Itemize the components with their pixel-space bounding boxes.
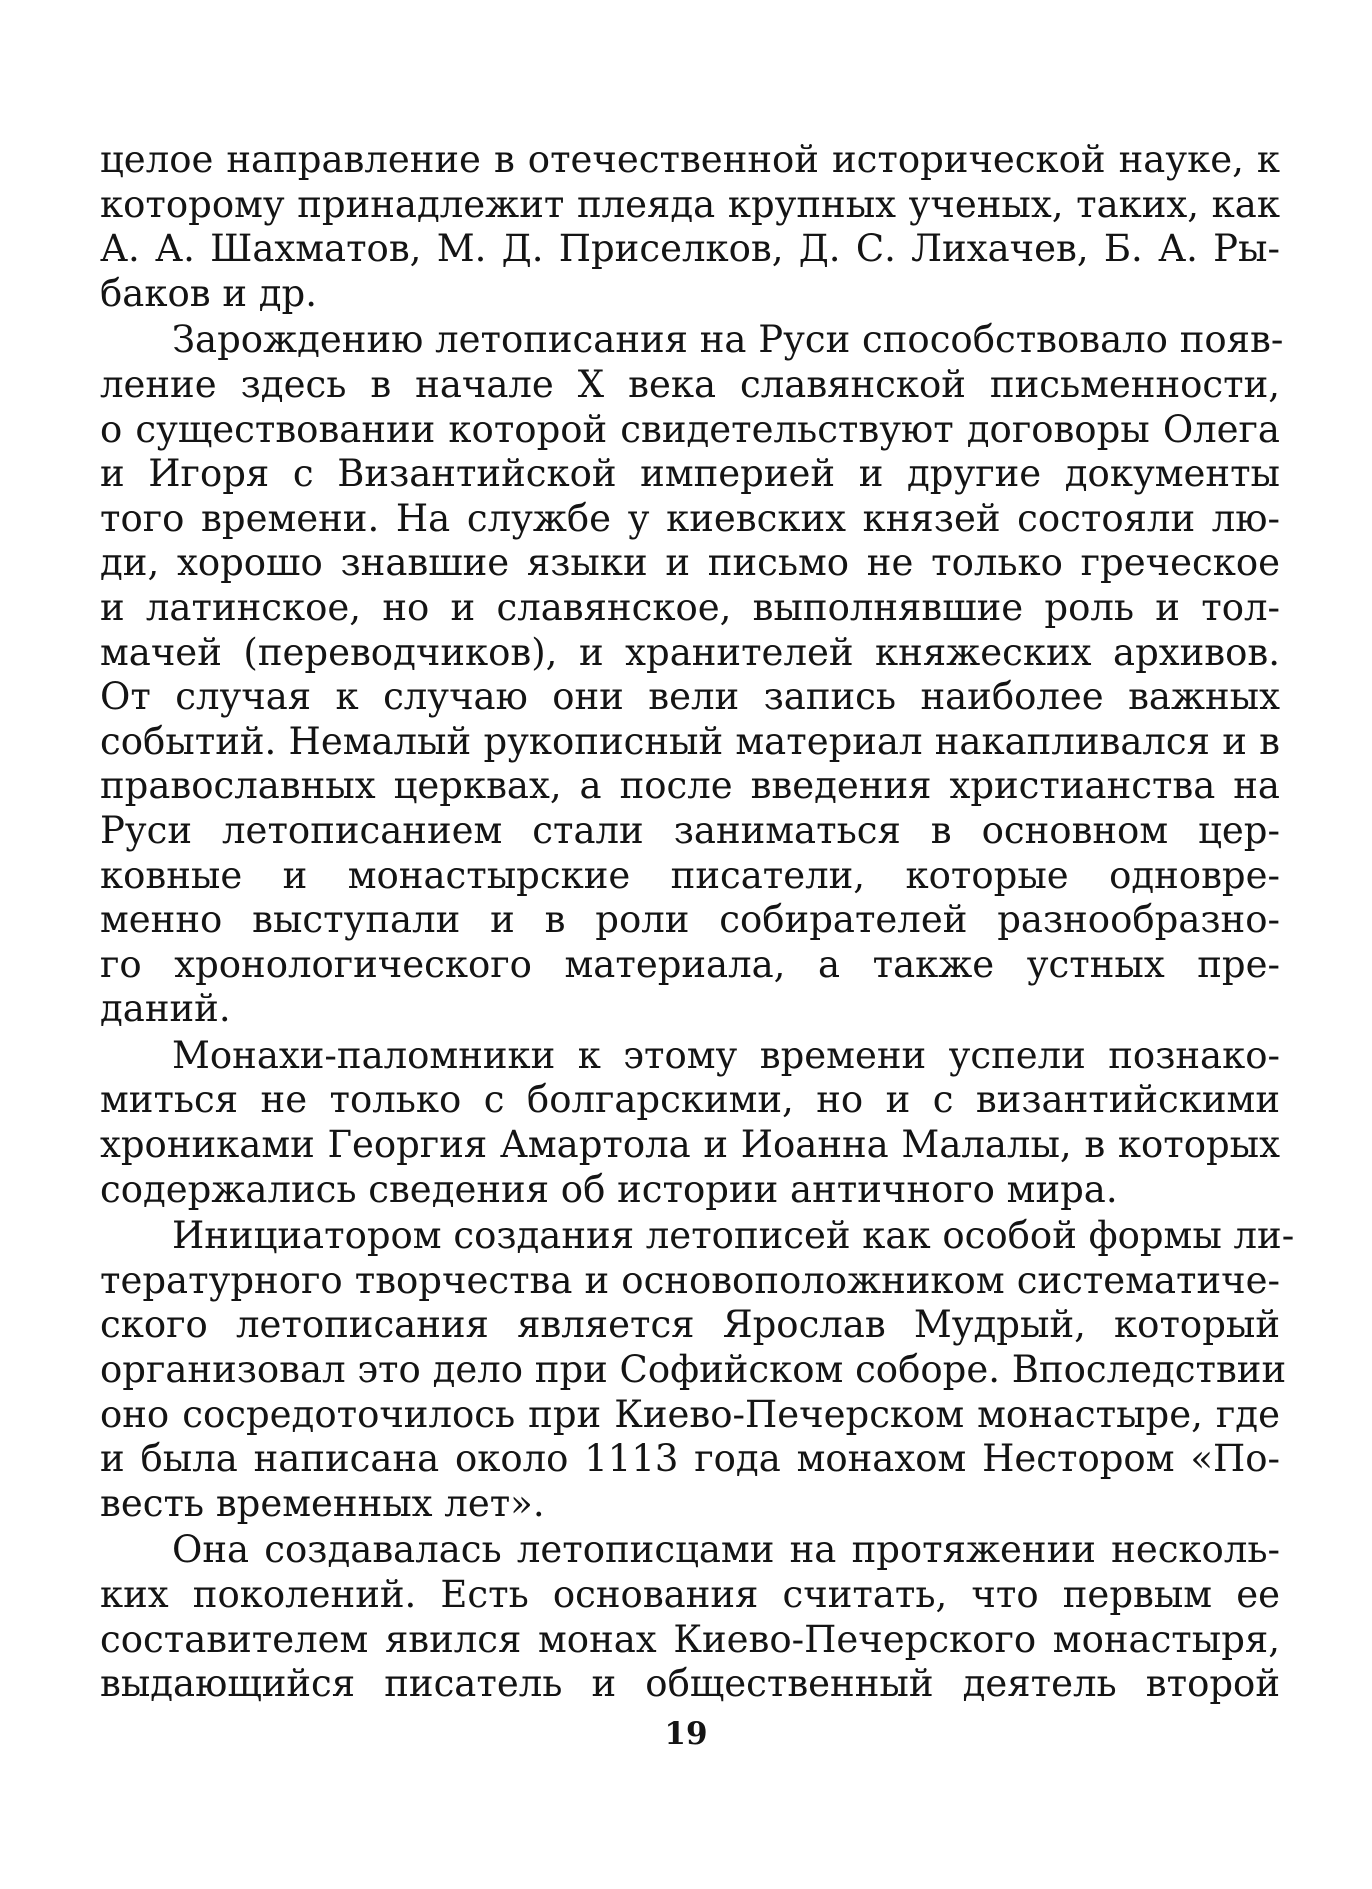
text-line: миться не только с болгарскими, но и с византийскими bbox=[100, 1078, 1280, 1122]
text-line: организовал это дело при Софийском соборе. Впоследствии bbox=[100, 1348, 1287, 1392]
page-number: 19 bbox=[664, 1716, 708, 1752]
text-line: От случая к случаю они вели запись наиболее важных bbox=[100, 675, 1280, 719]
text-line: и Игоря с Византийской империей и другие документы bbox=[100, 452, 1280, 496]
text-line: хрониками Георгия Амартола и Иоанна Малалы, в которых bbox=[100, 1123, 1280, 1167]
paragraph-1 bbox=[100, 138, 1280, 316]
text-line: ского летописания является Ярослав Мудрый, который bbox=[100, 1303, 1280, 1347]
text-line: оно сосредоточилось при Киево-Печерском монастыре, где bbox=[100, 1392, 1280, 1436]
text-line: весть временных лет». bbox=[100, 1481, 545, 1525]
text-line: ковные и монастырские писатели, которые одновре- bbox=[100, 853, 1280, 897]
text-line: событий. Немалый рукописный материал накапливался и в bbox=[100, 719, 1280, 763]
text-line: и латинское, но и славянское, выполнявшие роль и тол- bbox=[100, 585, 1280, 629]
text-line: Зарождению летописания на Руси способствовало появ- bbox=[172, 318, 1284, 362]
text-line: го хронологического материала, а также устных пре- bbox=[100, 942, 1280, 986]
text-line: того времени. На службе у киевских князей состояли лю- bbox=[100, 496, 1280, 540]
paragraph-4 bbox=[100, 1214, 1295, 1526]
text-line: ление здесь в начале X века славянской письменности, bbox=[100, 362, 1280, 406]
text-line: которому принадлежит плеяда крупных ученых, таких, как bbox=[100, 182, 1280, 226]
text-line: выдающийся писатель и общественный деятель второй bbox=[100, 1662, 1280, 1706]
text-line: православных церквах, а после введения христианства на bbox=[100, 764, 1280, 808]
text-line: ких поколений. Есть основания считать, что первым ее bbox=[100, 1573, 1280, 1616]
paragraph-2 bbox=[100, 318, 1284, 1032]
text-line: о существовании которой свидетельствуют договоры Олега bbox=[100, 407, 1280, 451]
text-line: даний. bbox=[100, 987, 231, 1031]
text-line: тературного творчества и основоположником систематиче- bbox=[100, 1258, 1280, 1302]
text-line: составителем явился монах Киево-Печерского монастыря, bbox=[100, 1617, 1280, 1661]
paragraph-5 bbox=[100, 1528, 1280, 1706]
text-line: Руси летописанием стали заниматься в основном цер- bbox=[100, 808, 1280, 852]
text-line: Она создавалась летописцами на протяжении несколь- bbox=[172, 1528, 1280, 1572]
text-line: баков и др. bbox=[100, 271, 317, 315]
text-line: целое направление в отечественной исторической науке, к bbox=[100, 138, 1280, 181]
text-line: менно выступали и в роли собирателей разнообразно- bbox=[100, 898, 1280, 942]
text-line: ди, хорошо знавшие языки и письмо не только греческое bbox=[100, 541, 1280, 585]
page-body bbox=[100, 138, 1295, 1707]
text-line: и была написана около 1113 года монахом Нестором «По- bbox=[100, 1437, 1280, 1481]
text-line: А. А. Шахматов, М. Д. Приселков, Д. С. Лихачев, Б. А. Ры- bbox=[100, 227, 1280, 271]
text-line: Инициатором создания летописей как особой формы ли- bbox=[172, 1214, 1295, 1258]
text-line: Монахи-паломники к этому времени успели познако- bbox=[172, 1033, 1280, 1077]
text-line: мачей (переводчиков), и хранителей княжеских архивов. bbox=[100, 630, 1280, 674]
paragraph-3 bbox=[100, 1034, 1280, 1212]
text-line: содержались сведения об истории античного мира. bbox=[100, 1167, 1118, 1211]
